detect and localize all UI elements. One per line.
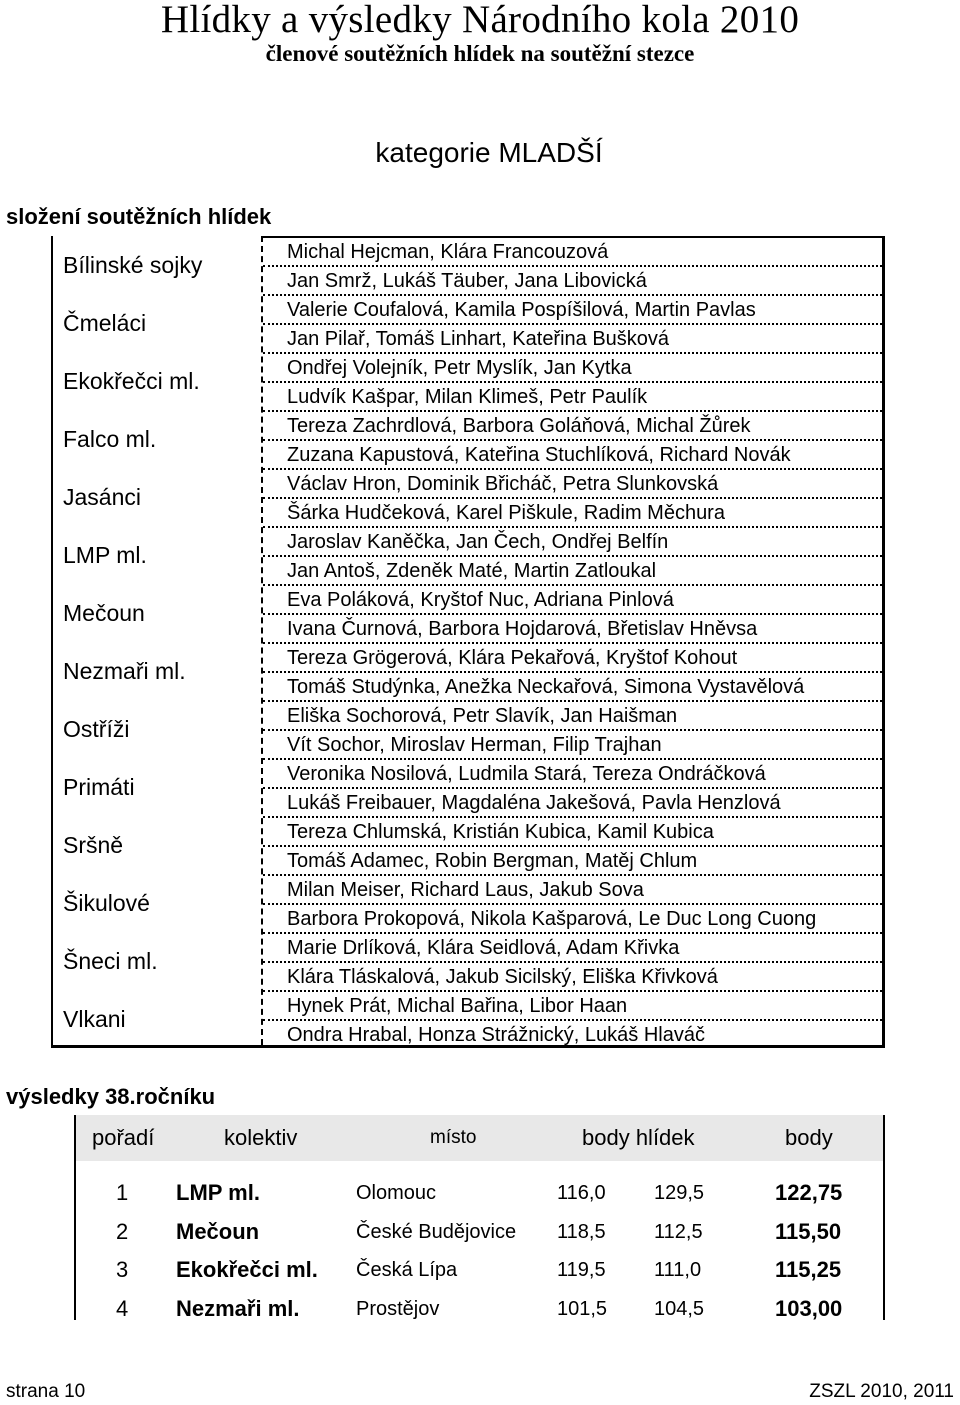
page-number: strana 10 (6, 1381, 86, 1402)
team-member-row: Ivana Čurnová, Barbora Hojdarová, Břetislav Hněvsa (263, 615, 882, 644)
team-name: Nezmaři ml. (63, 658, 186, 684)
result-score-1: 118,5 (557, 1220, 606, 1243)
result-rank: 3 (116, 1257, 129, 1282)
team-member-row: Ludvík Kašpar, Milan Klimeš, Petr Paulík (263, 383, 882, 412)
result-score-2: 111,0 (654, 1259, 702, 1281)
result-place: Olomouc (356, 1182, 437, 1204)
col-header-team: kolektiv (224, 1125, 298, 1150)
result-team: Ekokřečci ml. (176, 1257, 318, 1282)
team-member-row: Šárka Hudčeková, Karel Piškule, Radim Měchura (263, 499, 882, 528)
team-name: Vlkani (63, 1006, 126, 1032)
team-name: Mečoun (63, 600, 145, 626)
result-score-2: 104,5 (654, 1297, 705, 1320)
result-score-1: 101,5 (557, 1297, 608, 1320)
team-members-column (261, 236, 882, 1045)
teams-table (51, 236, 885, 1048)
team-member-row: Jan Pilař, Tomáš Linhart, Kateřina Bušková (263, 325, 882, 354)
results-section-heading: výsledky 38.ročníku (6, 1084, 216, 1109)
team-member-row: Václav Hron, Dominik Břicháč, Petra Slunkovská (263, 470, 882, 499)
team-name: LMP ml. (63, 542, 147, 568)
result-row (76, 1213, 883, 1251)
results-header-row (76, 1115, 883, 1161)
team-member-row: Tereza Chlumská, Kristián Kubica, Kamil Kubica (263, 818, 882, 847)
col-header-total: body (785, 1125, 833, 1150)
footer-credit: ZSZL 2010, 2011 (809, 1381, 954, 1402)
results-table (74, 1115, 885, 1320)
team-member-row: Lukáš Freibauer, Magdaléna Jakešová, Pavla Henzlová (263, 789, 882, 818)
team-member-row: Michal Hejcman, Klára Francouzová (263, 238, 882, 267)
result-place: Česká Lípa (356, 1259, 458, 1281)
result-row (76, 1174, 883, 1212)
team-member-row: Veronika Nosilová, Ludmila Stará, Tereza Ondráčková (263, 760, 882, 789)
result-team: Mečoun (176, 1218, 260, 1244)
team-member-row: Tomáš Adamec, Robin Bergman, Matěj Chlum (263, 847, 882, 876)
team-name: Primáti (63, 774, 135, 800)
team-name: Šneci ml. (63, 948, 158, 974)
team-name: Bílinské sojky (63, 252, 203, 278)
team-member-row: Vít Sochor, Miroslav Herman, Filip Trajhan (263, 731, 882, 760)
result-total: 122,75 (775, 1180, 843, 1205)
team-member-row: Tomáš Studýnka, Anežka Neckařová, Simona Vystavělová (263, 673, 882, 702)
teams-section-heading: složení soutěžních hlídek (6, 204, 272, 229)
result-score-2: 129,5 (654, 1182, 705, 1204)
team-member-row: Jaroslav Kaněčka, Jan Čech, Ondřej Belfín (263, 528, 882, 557)
team-member-row: Hynek Prát, Michal Bařina, Libor Haan (263, 992, 882, 1021)
team-name: Falco ml. (63, 426, 157, 452)
team-member-row: Ondra Hrabal, Honza Strážnický, Lukáš Hlaváč (287, 1024, 705, 1046)
result-score-1: 119,5 (557, 1259, 606, 1281)
col-header-team-scores: body hlídek (582, 1125, 695, 1150)
team-member-row: Milan Meiser, Richard Laus, Jakub Sova (263, 876, 882, 905)
team-member-row: Tereza Grögerová, Klára Pekařová, Kryštof Kohout (263, 644, 882, 673)
team-name: Ekokřečci ml. (63, 368, 200, 394)
result-place: Prostějov (356, 1297, 440, 1320)
team-name: Šikulové (63, 890, 150, 916)
result-row (76, 1251, 883, 1289)
team-member-row: Ondřej Volejník, Petr Myslík, Jan Kytka (263, 354, 882, 383)
team-member-row: Jan Antoš, Zdeněk Maté, Martin Zatloukal (263, 557, 882, 586)
result-rank: 2 (116, 1218, 129, 1244)
page-subtitle: členové soutěžních hlídek na soutěžní stezce (265, 41, 695, 66)
result-total: 115,50 (775, 1218, 842, 1244)
team-member-row: Eva Poláková, Kryštof Nuc, Adriana Pinlová (263, 586, 882, 615)
col-header-rank: pořadí (92, 1125, 155, 1150)
team-member-row: Klára Tláskalová, Jakub Sicilský, Eliška Křivková (263, 963, 882, 992)
result-score-1: 116,0 (557, 1182, 606, 1204)
result-total: 103,00 (775, 1295, 843, 1321)
col-header-place: místo (430, 1127, 477, 1148)
result-rank: 1 (116, 1180, 129, 1205)
team-member-row: Eliška Sochorová, Petr Slavík, Jan Haišman (263, 702, 882, 731)
team-member-row: Barbora Prokopová, Nikola Kašparová, Le Duc Long Cuong (263, 905, 882, 934)
team-name: Ostříži (63, 716, 130, 742)
team-member-row: Tereza Zachrdlová, Barbora Goláňová, Michal Žůrek (263, 412, 882, 441)
team-names-column (53, 236, 259, 1045)
team-name: Sršně (63, 832, 124, 858)
result-rank: 4 (116, 1295, 129, 1321)
team-name: Jasánci (63, 484, 141, 510)
page-title: Hlídky a výsledky Národního kola 2010 (160, 0, 800, 41)
result-score-2: 112,5 (654, 1220, 703, 1243)
category-heading: kategorie MLADŠÍ (375, 137, 603, 168)
result-team: LMP ml. (176, 1180, 260, 1205)
result-row (76, 1290, 883, 1328)
result-place: České Budějovice (356, 1220, 517, 1243)
team-member-row: Marie Drlíková, Klára Seidlová, Adam Křivka (263, 934, 882, 963)
result-team: Nezmaři ml. (176, 1295, 300, 1321)
team-name: Čmeláci (63, 310, 147, 336)
team-member-row: Zuzana Kapustová, Kateřina Stuchlíková, Richard Novák (263, 441, 882, 470)
result-total: 115,25 (775, 1257, 842, 1282)
team-member-row: Valerie Coufalová, Kamila Pospíšilová, Martin Pavlas (263, 296, 882, 325)
team-member-row: Jan Smrž, Lukáš Täuber, Jana Libovická (263, 267, 882, 296)
